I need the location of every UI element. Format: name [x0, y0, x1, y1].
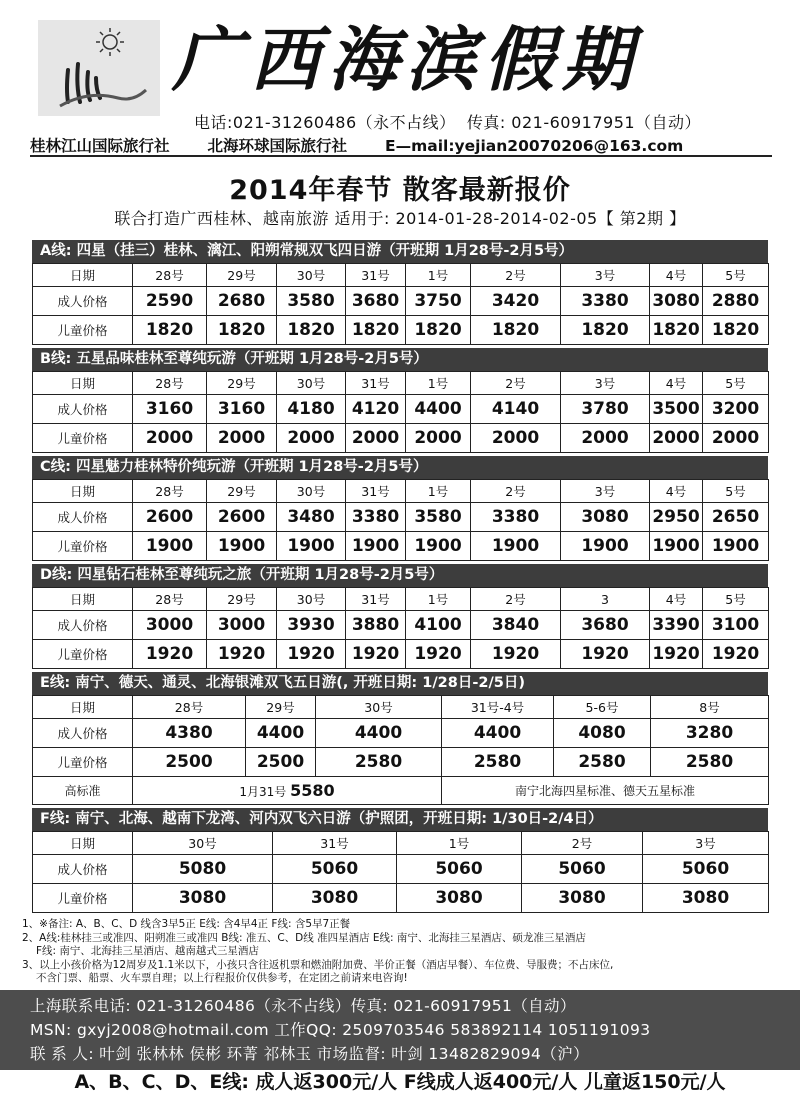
date-cell: 30号	[316, 696, 442, 719]
adult-price-row	[33, 395, 769, 424]
line-c-title: C线: 四星魅力桂林特价纯玩游（开班期 1月28号-2月5号）	[32, 456, 768, 479]
price-cell: 2580	[442, 748, 554, 777]
date-cell: 29号	[207, 372, 277, 395]
price-cell: 4080	[554, 719, 651, 748]
child-price-row	[33, 532, 769, 561]
price-cell: 3080	[650, 287, 703, 316]
brand-title: 广西海滨假期	[172, 18, 640, 101]
price-cell: 1900	[703, 532, 769, 561]
price-cell: 3380	[561, 287, 650, 316]
date-cell: 31号-4号	[442, 696, 554, 719]
note-1: 1、※备注: A、B、C、D 线含3早5正 E线: 含4早4正 F线: 含5早7正餐	[22, 918, 351, 930]
date-cell: 30号	[277, 588, 346, 611]
rebate-line: A、B、C、D、E线: 成人返300元/人 F线成人返400元/人 儿童返150元/人	[74, 1071, 726, 1093]
adult-label: 成人价格	[33, 287, 133, 316]
date-cell: 30号	[277, 480, 346, 503]
price-cell: 3100	[703, 611, 769, 640]
line-a-section	[32, 240, 768, 345]
child-price-row	[33, 640, 769, 669]
price-cell: 5060	[397, 855, 522, 884]
adult-label: 成人价格	[33, 503, 133, 532]
line-f-table	[32, 831, 769, 913]
date-row	[33, 832, 769, 855]
date-label: 日期	[33, 264, 133, 287]
high-standard-value: 5580	[290, 781, 335, 800]
date-cell: 4号	[650, 264, 703, 287]
child-label: 儿童价格	[33, 884, 133, 913]
date-cell: 5号	[703, 372, 769, 395]
date-cell: 1号	[406, 588, 471, 611]
date-label: 日期	[33, 588, 133, 611]
line-f-section	[32, 808, 768, 913]
price-cell: 3880	[346, 611, 406, 640]
line-c-table	[32, 479, 769, 561]
price-cell: 2590	[133, 287, 207, 316]
price-cell: 1920	[277, 640, 346, 669]
line-a-title: A线: 四星（挂三）桂林、漓江、阳朔常规双飞四日游（开班期 1月28号-2月5号）	[32, 240, 768, 263]
date-cell: 8号	[651, 696, 769, 719]
logo	[38, 20, 160, 116]
price-cell: 2650	[703, 503, 769, 532]
note-2: 2、A线:桂林挂三或准四、阳朔准三或准四 B线: 准五、C、D线 准四星酒店 E线: 南宁、北海挂三星酒店、硕龙准三星酒店	[22, 931, 586, 944]
price-cell: 4400	[406, 395, 471, 424]
price-cell: 3930	[277, 611, 346, 640]
price-cell: 4180	[277, 395, 346, 424]
price-cell: 3380	[346, 503, 406, 532]
child-label: 儿童价格	[33, 532, 133, 561]
price-cell: 2580	[651, 748, 769, 777]
date-label: 日期	[33, 696, 133, 719]
price-cell: 2680	[207, 287, 277, 316]
high-standard-label: 高标准	[33, 777, 133, 805]
footer-contact	[0, 990, 800, 1070]
note-2b: F线: 南宁、北海挂三星酒店、越南越式三星酒店	[36, 945, 259, 957]
price-cell: 1920	[650, 640, 703, 669]
header-fax: 传真: 021-60917951（自动）	[466, 113, 702, 132]
line-f-title: F线: 南宁、北海、越南下龙湾、河内双飞六日游（护照团，开班日期: 1/30日-2/4日）	[32, 808, 768, 831]
price-cell: 4400	[316, 719, 442, 748]
child-price-row	[33, 424, 769, 453]
date-cell: 29号	[207, 264, 277, 287]
price-cell: 2000	[277, 424, 346, 453]
price-cell: 3750	[406, 287, 471, 316]
price-cell: 3160	[207, 395, 277, 424]
line-e-section	[32, 672, 768, 805]
adult-price-row	[33, 719, 769, 748]
price-cell: 1920	[133, 640, 207, 669]
price-cell: 2000	[207, 424, 277, 453]
date-cell: 1号	[406, 480, 471, 503]
price-cell: 4140	[471, 395, 561, 424]
line-d-section	[32, 564, 768, 669]
price-cell: 5080	[133, 855, 273, 884]
date-cell: 5号	[703, 480, 769, 503]
date-cell: 1号	[406, 372, 471, 395]
price-cell: 2580	[316, 748, 442, 777]
price-cell: 1920	[703, 640, 769, 669]
date-cell: 31号	[346, 372, 406, 395]
date-cell: 31号	[346, 588, 406, 611]
price-cell: 3080	[561, 503, 650, 532]
line-d-title: D线: 四星钻石桂林至尊纯玩之旅（开班期 1月28号-2月5号）	[32, 564, 768, 587]
date-cell: 29号	[246, 696, 316, 719]
date-cell: 1号	[406, 264, 471, 287]
price-cell: 3080	[522, 884, 643, 913]
price-cell: 3480	[277, 503, 346, 532]
date-cell: 28号	[133, 264, 207, 287]
price-cell: 2000	[346, 424, 406, 453]
price-cell: 1820	[650, 316, 703, 345]
notes	[22, 918, 782, 986]
price-cell: 3580	[406, 503, 471, 532]
agencies	[30, 134, 683, 156]
high-standard-row	[33, 777, 769, 805]
price-cell: 1900	[561, 532, 650, 561]
date-row	[33, 264, 769, 287]
note-3: 3、以上小孩价格为12周岁及1.1米以下，小孩只含往返机票和燃油附加费、半价正餐（酒店早餐）、车位费、导服费；不占床位,	[22, 958, 614, 971]
price-cell: 1820	[703, 316, 769, 345]
date-cell: 30号	[133, 832, 273, 855]
line-d-table	[32, 587, 769, 669]
adult-label: 成人价格	[33, 611, 133, 640]
date-cell: 2号	[471, 372, 561, 395]
price-cell: 1900	[133, 532, 207, 561]
price-cell: 1820	[277, 316, 346, 345]
header-email[interactable]: E—mail:yejian20070206@163.com	[385, 137, 684, 155]
price-cell: 3080	[133, 884, 273, 913]
header-divider	[30, 155, 772, 157]
date-cell: 5号	[703, 264, 769, 287]
line-e-table	[32, 695, 769, 805]
price-cell: 3080	[273, 884, 397, 913]
price-cell: 1900	[471, 532, 561, 561]
date-row	[33, 372, 769, 395]
contact-line	[194, 110, 701, 133]
price-cell: 1900	[346, 532, 406, 561]
date-cell: 28号	[133, 588, 207, 611]
price-cell: 1920	[471, 640, 561, 669]
price-cell: 5060	[273, 855, 397, 884]
line-c-section	[32, 456, 768, 561]
price-cell: 3840	[471, 611, 561, 640]
price-cell: 3780	[561, 395, 650, 424]
price-cell: 4100	[406, 611, 471, 640]
price-cell: 3420	[471, 287, 561, 316]
price-cell: 3000	[133, 611, 207, 640]
date-cell: 29号	[207, 480, 277, 503]
price-cell: 3500	[650, 395, 703, 424]
price-cell: 4400	[442, 719, 554, 748]
adult-label: 成人价格	[33, 855, 133, 884]
date-cell: 2号	[522, 832, 643, 855]
footer-phone-fax: 上海联系电话: 021-31260486（永不占线）传真: 021-60917951（自动）	[30, 997, 576, 1015]
price-cell: 1920	[561, 640, 650, 669]
line-b-title: B线: 五星品味桂林至尊纯玩游（开班期 1月28号-2月5号）	[32, 348, 768, 371]
price-cell: 3080	[643, 884, 769, 913]
date-row	[33, 480, 769, 503]
price-cell: 1820	[471, 316, 561, 345]
date-cell: 3	[561, 588, 650, 611]
child-price-row	[33, 884, 769, 913]
price-cell: 3200	[703, 395, 769, 424]
price-cell: 3390	[650, 611, 703, 640]
date-cell: 31号	[346, 264, 406, 287]
header	[0, 0, 800, 160]
price-cell: 4380	[133, 719, 246, 748]
date-cell: 3号	[561, 480, 650, 503]
child-label: 儿童价格	[33, 640, 133, 669]
child-price-row	[33, 316, 769, 345]
footer-msn-qq: MSN: gxyj2008@hotmail.com 工作QQ: 2509703546 583892114 1051191093	[30, 1021, 651, 1039]
date-cell: 2号	[471, 588, 561, 611]
main-title: 2014年春节 散客最新报价	[229, 175, 571, 206]
price-cell: 2000	[650, 424, 703, 453]
line-b-table	[32, 371, 769, 453]
date-cell: 3号	[561, 372, 650, 395]
date-row	[33, 588, 769, 611]
high-standard-note: 南宁北海四星标准、德天五星标准	[442, 777, 769, 805]
price-cell: 2000	[703, 424, 769, 453]
agency-beihai: 北海环球国际旅行社	[207, 137, 348, 155]
note-3b: 不含门票、船票、火车票自理；以上行程报价仅供参考，在定团之前请来电咨询!	[36, 972, 408, 984]
adult-label: 成人价格	[33, 395, 133, 424]
price-cell: 2600	[133, 503, 207, 532]
date-cell: 28号	[133, 480, 207, 503]
logo-icon	[38, 20, 160, 116]
price-cell: 2950	[650, 503, 703, 532]
price-cell: 3680	[561, 611, 650, 640]
price-cell: 3580	[277, 287, 346, 316]
price-cell: 2000	[406, 424, 471, 453]
price-cell: 5060	[643, 855, 769, 884]
date-label: 日期	[33, 480, 133, 503]
price-cell: 4400	[246, 719, 316, 748]
date-cell: 3号	[643, 832, 769, 855]
price-cell: 1900	[207, 532, 277, 561]
adult-price-row	[33, 503, 769, 532]
child-label: 儿童价格	[33, 316, 133, 345]
price-cell: 1920	[406, 640, 471, 669]
date-cell: 28号	[133, 696, 246, 719]
adult-price-row	[33, 855, 769, 884]
adult-price-row	[33, 611, 769, 640]
price-cell: 3160	[133, 395, 207, 424]
price-cell: 2500	[246, 748, 316, 777]
adult-label: 成人价格	[33, 719, 133, 748]
date-cell: 31号	[346, 480, 406, 503]
price-cell: 1820	[346, 316, 406, 345]
date-cell: 5-6号	[554, 696, 651, 719]
date-cell: 5号	[703, 588, 769, 611]
price-cell: 1820	[561, 316, 650, 345]
date-cell: 4号	[650, 480, 703, 503]
date-label: 日期	[33, 372, 133, 395]
date-cell: 3号	[561, 264, 650, 287]
child-label: 儿童价格	[33, 424, 133, 453]
date-row	[33, 696, 769, 719]
date-cell: 2号	[471, 264, 561, 287]
date-cell: 28号	[133, 372, 207, 395]
high-standard-date: 1月31号	[239, 785, 287, 799]
price-cell: 2880	[703, 287, 769, 316]
price-cell: 1900	[406, 532, 471, 561]
price-cell: 2600	[207, 503, 277, 532]
high-standard-price	[133, 777, 442, 805]
price-cell: 3000	[207, 611, 277, 640]
date-cell: 4号	[650, 588, 703, 611]
agency-guilin: 桂林江山国际旅行社	[30, 137, 170, 155]
price-cell: 2500	[133, 748, 246, 777]
price-cell: 2000	[471, 424, 561, 453]
price-cell: 1820	[207, 316, 277, 345]
price-cell: 2000	[133, 424, 207, 453]
price-cell: 1920	[207, 640, 277, 669]
price-cell: 1920	[346, 640, 406, 669]
child-price-row	[33, 748, 769, 777]
price-cell: 1820	[406, 316, 471, 345]
line-e-title: E线: 南宁、德天、通灵、北海银滩双飞五日游(, 开班日期: 1/28日-2/5日)	[32, 672, 768, 695]
date-cell: 2号	[471, 480, 561, 503]
price-cell: 2580	[554, 748, 651, 777]
date-cell: 31号	[273, 832, 397, 855]
date-cell: 1号	[397, 832, 522, 855]
child-label: 儿童价格	[33, 748, 133, 777]
price-cell: 1820	[133, 316, 207, 345]
date-cell: 4号	[650, 372, 703, 395]
date-cell: 30号	[277, 264, 346, 287]
price-cell: 3680	[346, 287, 406, 316]
price-cell: 5060	[522, 855, 643, 884]
adult-price-row	[33, 287, 769, 316]
price-cell: 4120	[346, 395, 406, 424]
footer-contacts: 联 系 人: 叶剑 张林林 侯彬 环菁 祁林玉 市场监督: 叶剑 13482829094（沪）	[30, 1045, 589, 1063]
date-label: 日期	[33, 832, 133, 855]
price-cell: 3080	[397, 884, 522, 913]
price-cell: 1900	[650, 532, 703, 561]
date-cell: 29号	[207, 588, 277, 611]
price-cell: 2000	[561, 424, 650, 453]
line-b-section	[32, 348, 768, 453]
date-cell: 30号	[277, 372, 346, 395]
price-cell: 3280	[651, 719, 769, 748]
price-cell: 3380	[471, 503, 561, 532]
header-phone: 电话:021-31260486（永不占线）	[194, 113, 456, 132]
sub-title: 联合打造广西桂林、越南旅游 适用于: 2014-01-28-2014-02-05【 第2期 】	[114, 209, 686, 228]
price-cell: 1900	[277, 532, 346, 561]
line-a-table	[32, 263, 769, 345]
